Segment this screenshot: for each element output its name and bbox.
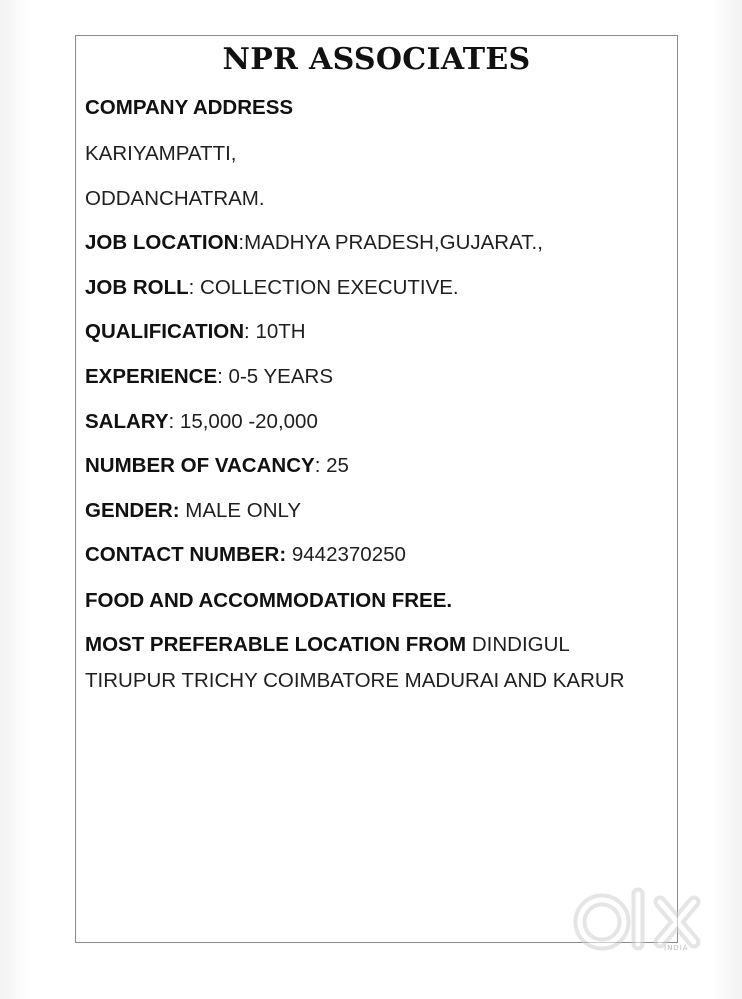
olx-watermark-logo: [572, 876, 712, 966]
field-contact-number: CONTACT NUMBER: 9442370250: [85, 543, 406, 566]
company-address-heading: COMPANY ADDRESS: [85, 96, 294, 119]
address-line-1: KARIYAMPATTI,: [85, 142, 237, 165]
food-accommodation-note: FOOD AND ACCOMMODATION FREE.: [85, 589, 453, 612]
job-notice-document: [75, 35, 678, 943]
field-job-location: JOB LOCATION:MADHYA PRADESH,GUJARAT.,: [85, 231, 543, 254]
field-qualification: QUALIFICATION: 10TH: [85, 320, 306, 343]
field-gender: GENDER: MALE ONLY: [85, 499, 302, 522]
olx-watermark-subtext: INDIA: [664, 944, 689, 952]
field-salary: SALARY: 15,000 -20,000: [85, 410, 318, 433]
preferred-location-line-2: TIRUPUR TRICHY COIMBATORE MADURAI AND KARUR: [85, 669, 625, 692]
address-line-2: ODDANCHATRAM.: [85, 187, 265, 210]
preferred-location-line-1: MOST PREFERABLE LOCATION FROM DINDIGUL: [85, 633, 570, 656]
company-title: NPR ASSOCIATES: [222, 42, 531, 77]
field-number-of-vacancy: NUMBER OF VACANCY: 25: [85, 454, 349, 477]
field-job-roll: JOB ROLL: COLLECTION EXECUTIVE.: [85, 276, 459, 299]
field-experience: EXPERIENCE: 0-5 YEARS: [85, 365, 333, 388]
